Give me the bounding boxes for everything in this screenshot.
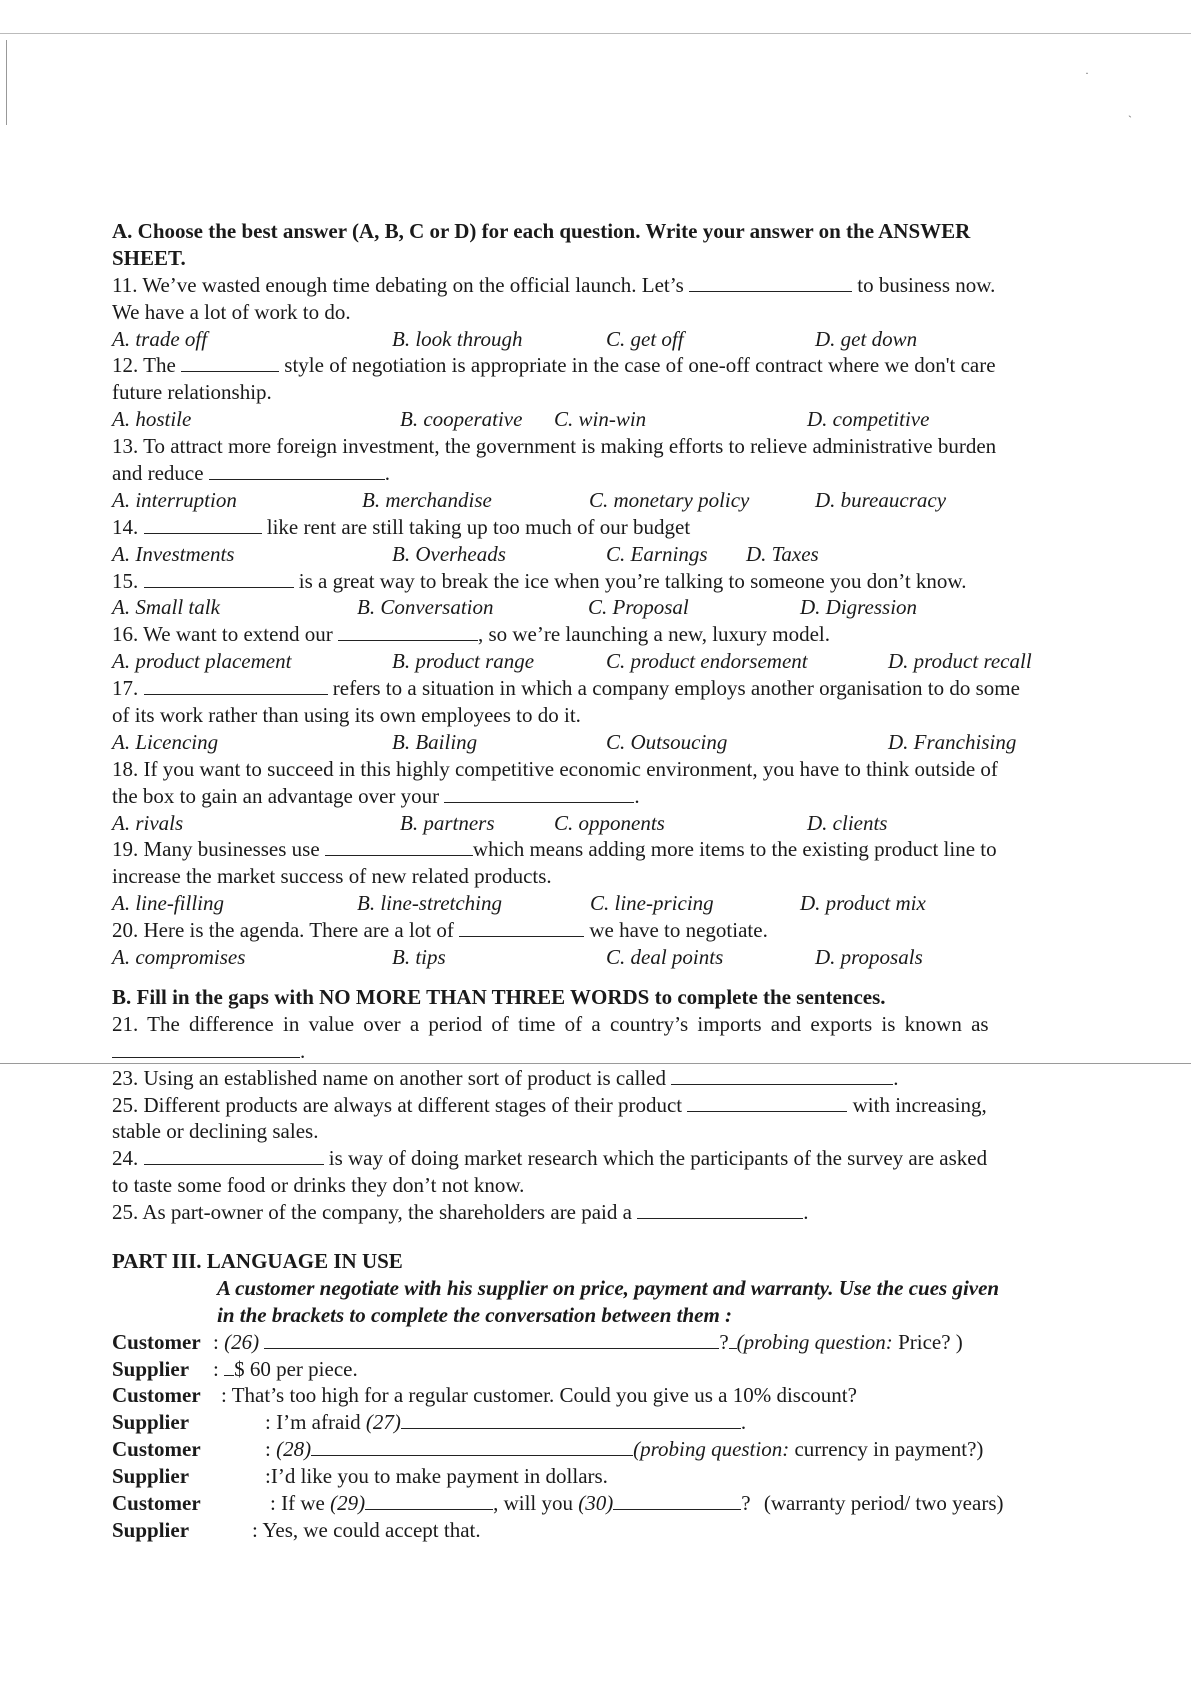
option-c: C. Outsoucing — [606, 729, 728, 754]
question-16-options — [112, 648, 1107, 675]
dialogue-line-supplier-dollars: Supplier :I’d like you to make payment in dollars. — [112, 1464, 608, 1489]
question-13: 13. To attract more foreign investment, the government is making efforts to relieve administrative burden — [112, 434, 997, 459]
option-a: A. line-filling — [112, 891, 224, 916]
answer-blank — [637, 1200, 803, 1219]
option-a: A. product placement — [112, 649, 292, 674]
question-18-cont: the box to gain an advantage over your . — [112, 783, 640, 808]
answer-blank — [338, 622, 478, 641]
option-b: B. product range — [392, 649, 535, 674]
option-c: C. win-win — [554, 407, 647, 432]
option-d: D. Franchising — [888, 729, 1017, 754]
option-a: A. interruption — [112, 487, 237, 512]
question-15: 15. is a great way to break the ice when you’re talking to someone you don’t know. — [112, 568, 967, 593]
option-b: B. line-stretching — [357, 891, 503, 916]
question-24-cont: to taste some food or drinks they don’t not know. — [112, 1173, 525, 1198]
answer-blank — [365, 1491, 493, 1510]
question-12: 12. The style of negotiation is appropriate in the case of one-off contract where we don't care — [112, 353, 996, 378]
option-b: B. look through — [392, 326, 523, 351]
question-20: 20. Here is the agenda. There are a lot of we have to negotiate. — [112, 918, 768, 943]
option-b: B. cooperative — [400, 407, 523, 432]
question-21: 21. The difference in value over a period of time of a country’s imports and exports is known as — [112, 1011, 989, 1036]
question-19-cont: increase the market success of new related products. — [112, 864, 552, 889]
scan-top-rule — [0, 33, 1191, 34]
answer-blank — [687, 1093, 847, 1112]
answer-blank — [459, 918, 584, 937]
option-d: D. get down — [815, 326, 918, 351]
question-19: 19. Many businesses use which means adding more items to the existing product line to — [112, 837, 997, 862]
question-11-cont: We have a lot of work to do. — [112, 299, 351, 324]
option-b: B. Overheads — [392, 541, 506, 566]
option-a: A. Investments — [112, 541, 235, 566]
question-18: 18. If you want to succeed in this highly competitive economic environment, you have to think outside of — [112, 756, 998, 781]
question-14-options — [112, 541, 1107, 568]
option-d: D. Taxes — [746, 541, 819, 566]
dialogue-line-27: Supplier : I’m afraid (27) . — [112, 1410, 747, 1435]
option-d: D. competitive — [807, 407, 930, 432]
question-20-options — [112, 944, 1107, 971]
section-a-heading-cont: SHEET. — [112, 245, 186, 270]
answer-blank — [689, 273, 852, 292]
question-17-options — [112, 729, 1107, 756]
answer-blank — [613, 1491, 741, 1510]
option-d: D. Digression — [800, 595, 918, 620]
answer-blank — [264, 1330, 719, 1349]
dialogue-line-supplier-price: Supplier : $ 60 per piece. — [112, 1356, 358, 1381]
answer-blank — [444, 784, 634, 803]
option-a: A. trade off — [112, 326, 208, 351]
scan-speck: · — [1085, 66, 1089, 80]
question-25a: 25. Different products are always at different stages of their product with increasing, — [112, 1092, 987, 1117]
answer-blank — [144, 515, 262, 534]
option-b: B. partners — [400, 810, 495, 835]
question-21-cont: . — [112, 1038, 1107, 1065]
option-c: C. deal points — [606, 945, 724, 970]
answer-blank — [209, 461, 385, 480]
option-c: C. line-pricing — [590, 891, 714, 916]
question-11-options — [112, 326, 1107, 353]
question-24: 24. is way of doing market research which the participants of the survey are asked — [112, 1146, 988, 1171]
question-18-options — [112, 810, 1107, 837]
question-11: 11. We’ve wasted enough time debating on the official launch. Let’s to business now. — [112, 272, 996, 297]
option-d: D. proposals — [815, 945, 923, 970]
answer-blank — [325, 837, 473, 856]
option-c: C. Proposal — [588, 595, 689, 620]
option-a: A. rivals — [112, 810, 184, 835]
answer-blank — [671, 1066, 893, 1085]
option-c: C. product endorsement — [606, 649, 808, 674]
question-12-cont: future relationship. — [112, 380, 272, 405]
question-25b: 25. As part-owner of the company, the shareholders are paid a . — [112, 1200, 809, 1225]
option-a: A. compromises — [112, 945, 246, 970]
dialogue-line-29-30: Customer : If we (29) , will you (30) ? (warranty period/ two years) — [112, 1490, 1004, 1515]
option-c: C. Earnings — [606, 541, 708, 566]
option-c: C. monetary policy — [589, 487, 750, 512]
option-b: B. Bailing — [392, 729, 478, 754]
dialogue-line-28: Customer : (28) (probing question: currency in payment?) — [112, 1437, 984, 1462]
option-b: B. tips — [392, 945, 446, 970]
question-12-options — [112, 406, 1107, 433]
question-17: 17. refers to a situation in which a company employs another organisation to do some — [112, 676, 1020, 701]
part-3-instructions-cont: in the brackets to complete the conversation between them : — [217, 1302, 733, 1327]
option-d: D. bureaucracy — [815, 487, 947, 512]
option-c: C. opponents — [554, 810, 665, 835]
dialogue-line-26: Customer : (26) ? (probing question: Price? ) — [112, 1329, 963, 1354]
answer-blank — [144, 676, 328, 695]
option-d: D. product mix — [800, 891, 926, 916]
answer-blank — [112, 1039, 300, 1058]
scan-speck: ˎ — [1128, 104, 1132, 118]
option-c: C. get off — [606, 326, 684, 351]
option-a: A. Small talk — [112, 595, 220, 620]
question-13-options — [112, 487, 1107, 514]
option-a: A. hostile — [112, 407, 192, 432]
section-a-heading: A. Choose the best answer (A, B, C or D) for each question. Write your answer on the ANSWER — [112, 219, 971, 243]
dialogue-line-supplier-accept: Supplier : Yes, we could accept that. — [112, 1517, 481, 1542]
option-a: A. Licencing — [112, 729, 219, 754]
dialogue-line-customer-discount: Customer : That’s too high for a regular customer. Could you give us a 10% discount? — [112, 1383, 857, 1408]
option-b: B. Conversation — [357, 595, 494, 620]
exam-document — [112, 218, 1107, 1544]
answer-blank — [144, 569, 294, 588]
question-14: 14. like rent are still taking up too much of our budget — [112, 514, 691, 539]
answer-blank — [401, 1410, 741, 1429]
option-d: D. clients — [807, 810, 888, 835]
part-3-instructions: A customer negotiate with his supplier on price, payment and warranty. Use the cues given — [217, 1275, 1000, 1300]
question-16: 16. We want to extend our , so we’re launching a new, luxury model. — [112, 622, 831, 647]
question-13-cont: and reduce . — [112, 461, 391, 486]
section-b-heading: B. Fill in the gaps with NO MORE THAN THREE WORDS to complete the sentences. — [112, 984, 886, 1009]
answer-blank — [181, 353, 279, 372]
answer-blank — [144, 1146, 324, 1165]
question-23: 23. Using an established name on another sort of product is called . — [112, 1065, 899, 1090]
part-3-heading: PART III. LANGUAGE IN USE — [112, 1248, 403, 1273]
question-17-cont: of its work rather than using its own employees to do it. — [112, 703, 581, 728]
scan-left-mark — [6, 40, 7, 125]
option-d: D. product recall — [888, 649, 1032, 674]
answer-blank — [311, 1437, 633, 1456]
question-15-options — [112, 594, 1107, 621]
question-19-options — [112, 890, 1107, 917]
question-25a-cont: stable or declining sales. — [112, 1119, 319, 1144]
option-b: B. merchandise — [362, 487, 492, 512]
